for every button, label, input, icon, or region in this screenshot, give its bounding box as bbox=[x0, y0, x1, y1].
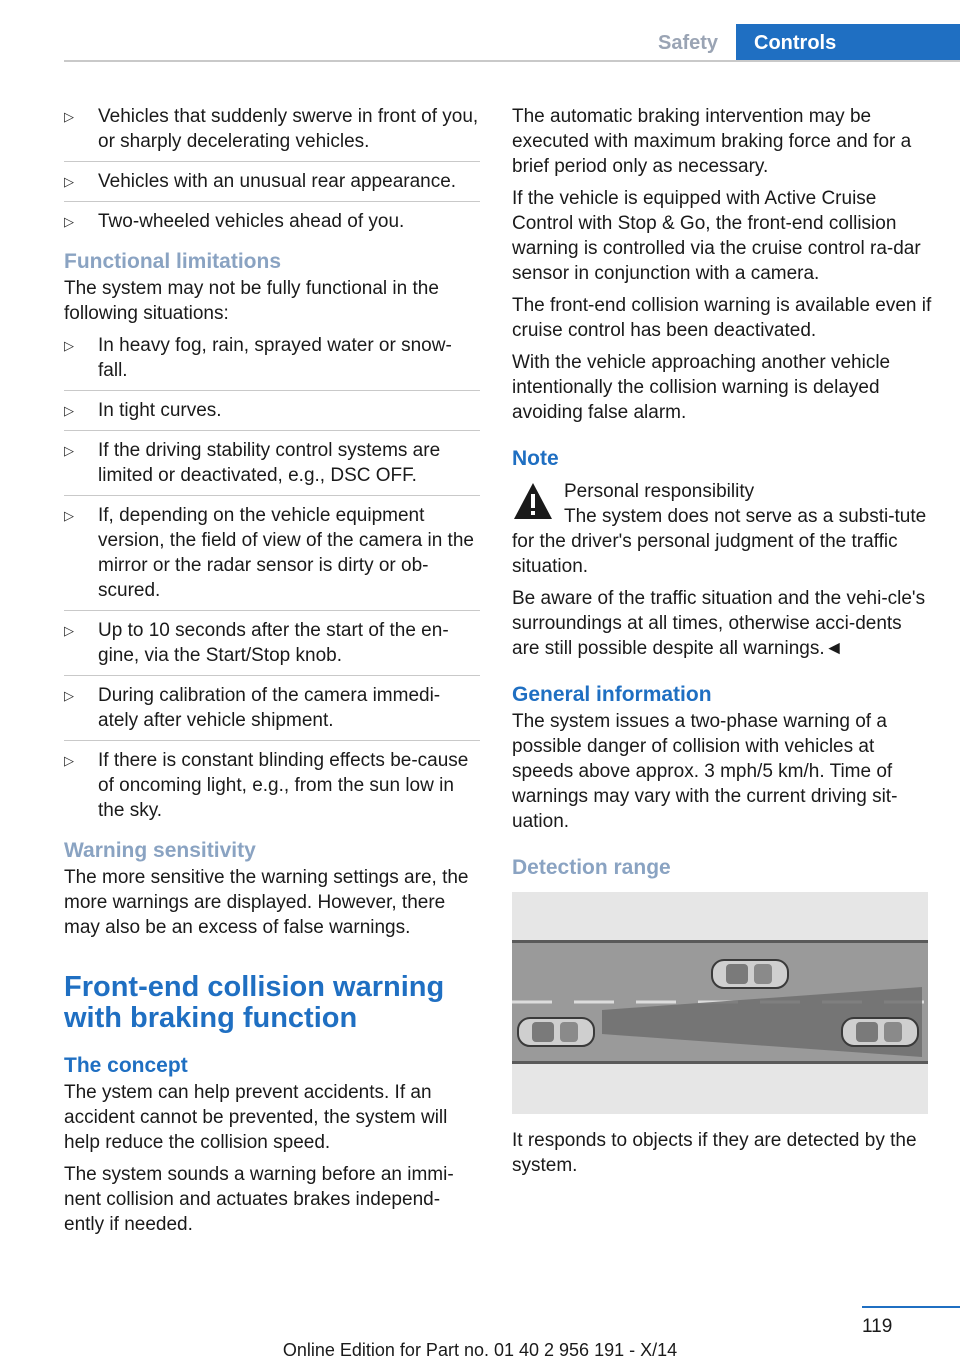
note-heading: Note bbox=[512, 447, 559, 470]
divider bbox=[64, 675, 480, 676]
divider bbox=[64, 495, 480, 496]
divider bbox=[64, 430, 480, 431]
list-item: ▷ Vehicles that suddenly swerve in front of you, or sharply decelerating vehicles. bbox=[64, 106, 479, 152]
triangle-right-icon: ▷ bbox=[64, 338, 74, 353]
triangle-right-icon: ▷ bbox=[64, 109, 74, 124]
functional-limitations-heading: Functional limitations bbox=[64, 250, 282, 273]
left-column bbox=[64, 104, 480, 1244]
header-rule bbox=[64, 60, 960, 62]
divider bbox=[64, 740, 480, 741]
list-item: ▷ Vehicles with an unusual rear appearance. bbox=[64, 171, 457, 192]
list-item: ▷ Two-wheeled vehicles ahead of you. bbox=[64, 211, 405, 232]
concept-paragraph: The system sounds a warning before an immi-nent collision and actuates brakes independ-ently if needed. bbox=[64, 1164, 454, 1235]
paragraph: If the vehicle is equipped with Active Cruise Control with Stop & Go, the front-end collision warning is controlled via the cruise control ra-dar sensor in conjunction with a camera. bbox=[512, 188, 921, 284]
warning-triangle-icon bbox=[512, 481, 554, 521]
paragraph: The front-end collision warning is available even if cruise control has been deactivated. bbox=[512, 295, 932, 341]
paragraph: The automatic braking intervention may be executed with maximum braking force and for a brief period only as necessary. bbox=[512, 106, 912, 177]
warning-sensitivity-text: The more sensitive the warning settings are, the more warnings are displayed. However, there may also be an excess of false warnings. bbox=[64, 867, 469, 938]
note-text-2: Be aware of the traffic situation and the vehi-cle's surroundings at all times, otherwise acci-dents are still possible despite all warnings.◄ bbox=[512, 588, 926, 659]
note-text: The system does not serve as a substi-tute for the driver's personal judgment of the traffic situation. bbox=[512, 506, 927, 577]
triangle-right-icon: ▷ bbox=[64, 753, 74, 768]
triangle-right-icon: ▷ bbox=[64, 403, 74, 418]
vehicle-icon bbox=[842, 1018, 918, 1046]
concept-heading: The concept bbox=[64, 1054, 188, 1077]
triangle-right-icon: ▷ bbox=[64, 623, 74, 638]
section-title: Front-end collision warning with braking function bbox=[64, 971, 445, 1034]
note-block bbox=[512, 479, 932, 579]
detection-caption: It responds to objects if they are detected by the system. bbox=[512, 1130, 917, 1176]
list-item: ▷ In tight curves. bbox=[64, 400, 222, 421]
general-information-text: The system issues a two-phase warning of a possible danger of collision with vehicles at speeds above approx. 3 mph/5 km/h. Time of warnings may vary with the current driving sit-uation. bbox=[512, 711, 898, 832]
list-item: ▷ In heavy fog, rain, sprayed water or snow-fall. bbox=[64, 335, 452, 381]
detection-range-illustration bbox=[512, 892, 928, 1114]
triangle-right-icon: ▷ bbox=[64, 174, 74, 189]
list-item: ▷ If the driving stability control systems are limited or deactivated, e.g., DSC OFF. bbox=[64, 440, 441, 486]
page-number: 119 bbox=[862, 1316, 893, 1337]
header-section-tab: Safety bbox=[657, 31, 719, 54]
triangle-right-icon: ▷ bbox=[64, 508, 74, 523]
functional-intro: The system may not be fully functional in the following situations: bbox=[64, 278, 439, 324]
header-chapter-tab: Controls bbox=[736, 24, 960, 62]
divider bbox=[64, 390, 480, 391]
edition-line: Online Edition for Part no. 01 40 2 956 191 - X/14 bbox=[282, 1340, 678, 1360]
divider bbox=[64, 201, 480, 202]
detection-range-heading: Detection range bbox=[512, 856, 671, 879]
divider bbox=[64, 161, 480, 162]
footer-rule bbox=[862, 1306, 960, 1308]
general-information-heading: General information bbox=[512, 683, 712, 706]
right-column bbox=[512, 104, 932, 1185]
list-item: ▷ Up to 10 seconds after the start of the en-gine, via the Start/Stop knob. bbox=[64, 620, 449, 666]
concept-paragraph: The ystem can help prevent accidents. If an accident cannot be prevented, the system will help reduce the collision speed. bbox=[64, 1082, 448, 1153]
list-item: ▷ During calibration of the camera immedi-ately after vehicle shipment. bbox=[64, 685, 441, 731]
note-title: Personal responsibility bbox=[564, 481, 755, 502]
list-item: ▷ If, depending on the vehicle equipment version, the field of view of the camera in the mirror or the radar sensor is dirty or ob-scured. bbox=[64, 505, 474, 601]
triangle-right-icon: ▷ bbox=[64, 443, 74, 458]
vehicle-icon bbox=[518, 1018, 594, 1046]
vehicle-icon bbox=[712, 960, 788, 988]
divider bbox=[64, 610, 480, 611]
triangle-right-icon: ▷ bbox=[64, 214, 74, 229]
triangle-right-icon: ▷ bbox=[64, 688, 74, 703]
list-item: ▷ If there is constant blinding effects be-cause of oncoming light, e.g., from the sun low in the sky. bbox=[64, 750, 469, 821]
warning-sensitivity-heading: Warning sensitivity bbox=[64, 839, 256, 862]
paragraph: With the vehicle approaching another vehicle intentionally the collision warning is delayed avoiding false alarm. bbox=[512, 352, 891, 423]
